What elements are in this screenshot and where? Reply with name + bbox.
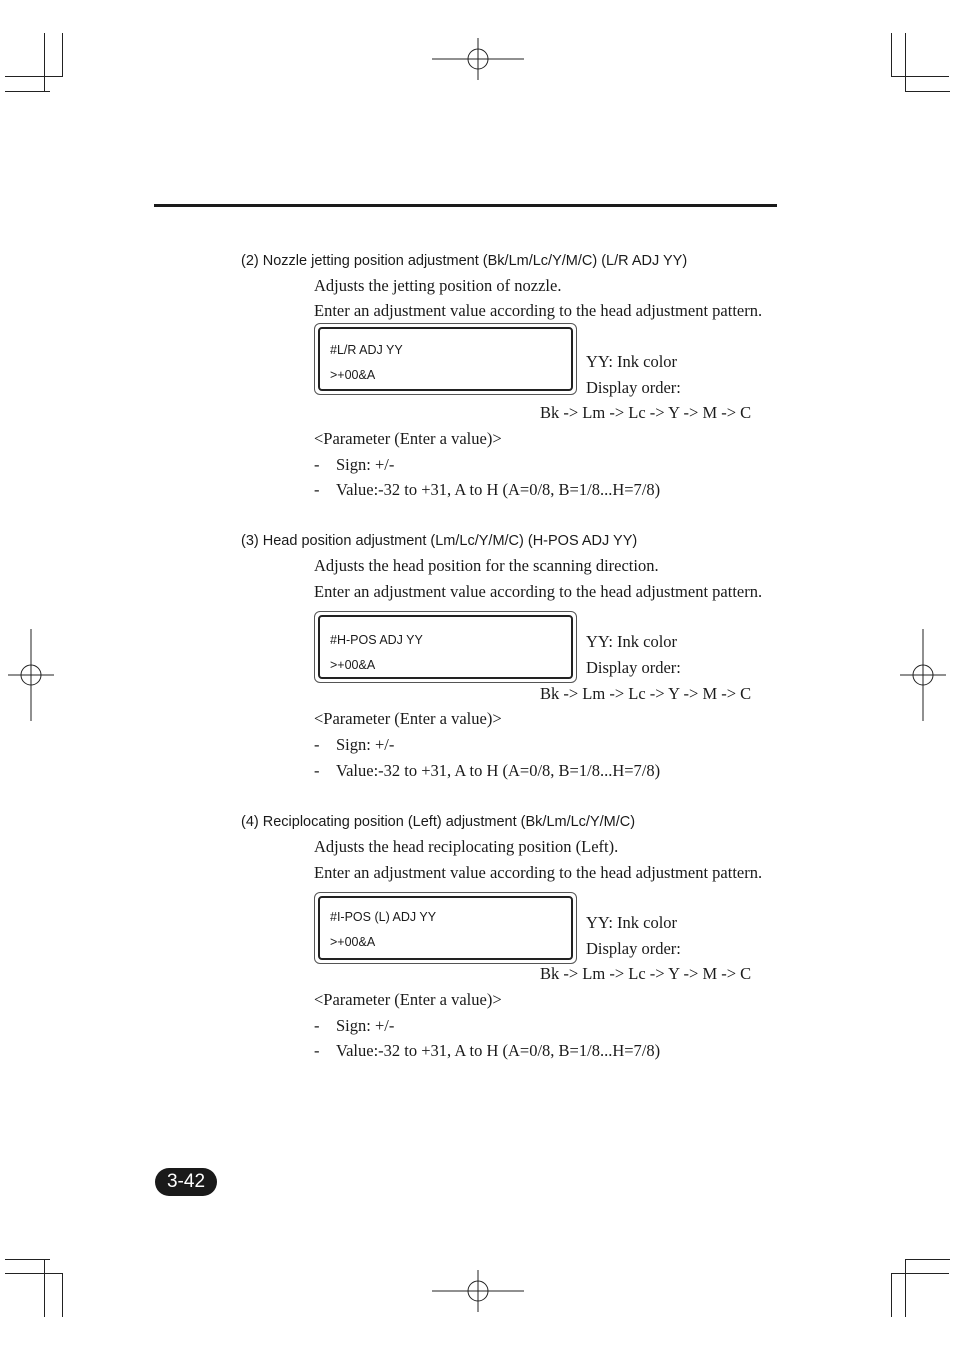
section-heading: (3) Head position adjustment (Lm/Lc/Y/M/C) (H-POS ADJ YY) (241, 533, 638, 549)
lcd-display (314, 323, 577, 395)
lcd-line-1: #H-POS ADJ YY (330, 633, 423, 647)
display-order-label: Display order: (586, 939, 681, 958)
section-description: Adjusts the head reciplocating position (Left). (314, 837, 619, 856)
section-heading: (2) Nozzle jetting position adjustment (Bk/Lm/Lc/Y/M/C) (L/R ADJ YY) (241, 253, 688, 269)
display-order-label: Display order: (586, 378, 681, 397)
section-reciprocating-position-adjustment (0, 813, 954, 1083)
section-description: Adjusts the jetting position of nozzle. (314, 276, 562, 295)
ink-color-note: YY: Ink color (586, 632, 678, 651)
section-instruction: Enter an adjustment value according to the head adjustment pattern. (314, 863, 763, 882)
parameter-title: <Parameter (Enter a value)> (314, 429, 502, 448)
lcd-line-1: #I-POS (L) ADJ YY (330, 910, 437, 924)
display-order-sequence: Bk -> Lm -> Lc -> Y -> M -> C (540, 403, 752, 422)
parameter-bullet-sign: - Sign: +/- (314, 455, 395, 474)
section-head-position-adjustment (0, 532, 954, 802)
registration-mark-top (432, 38, 524, 80)
header-rule (154, 204, 777, 207)
section-nozzle-jetting-adjustment (0, 252, 954, 522)
parameter-bullet-sign: - Sign: +/- (314, 1016, 395, 1035)
display-order-label: Display order: (586, 658, 681, 677)
section-instruction: Enter an adjustment value according to the head adjustment pattern. (314, 301, 763, 320)
display-order-sequence: Bk -> Lm -> Lc -> Y -> M -> C (540, 684, 752, 703)
lcd-display (314, 892, 577, 964)
parameter-title: <Parameter (Enter a value)> (314, 990, 502, 1009)
lcd-line-2: >+00&A (330, 658, 376, 672)
lcd-display (314, 611, 577, 683)
section-instruction: Enter an adjustment value according to the head adjustment pattern. (314, 582, 763, 601)
lcd-line-2: >+00&A (330, 935, 376, 949)
parameter-bullet-value: - Value:-32 to +31, A to H (A=0/8, B=1/8...H=7/8) (314, 480, 661, 499)
parameter-bullet-value: - Value:-32 to +31, A to H (A=0/8, B=1/8...H=7/8) (314, 761, 661, 780)
lcd-line-1: #L/R ADJ YY (330, 343, 403, 357)
lcd-line-2: >+00&A (330, 368, 376, 382)
ink-color-note: YY: Ink color (586, 913, 678, 932)
section-heading: (4) Reciplocating position (Left) adjustment (Bk/Lm/Lc/Y/M/C) (241, 814, 636, 830)
parameter-bullet-sign: - Sign: +/- (314, 735, 395, 754)
ink-color-note: YY: Ink color (586, 352, 678, 371)
display-order-sequence: Bk -> Lm -> Lc -> Y -> M -> C (540, 964, 752, 983)
parameter-bullet-value: - Value:-32 to +31, A to H (A=0/8, B=1/8...H=7/8) (314, 1041, 661, 1060)
page-number-badge: 3-42 (155, 1168, 217, 1196)
section-description: Adjusts the head position for the scanning direction. (314, 556, 659, 575)
registration-mark-bottom (432, 1270, 524, 1312)
parameter-title: <Parameter (Enter a value)> (314, 709, 502, 728)
